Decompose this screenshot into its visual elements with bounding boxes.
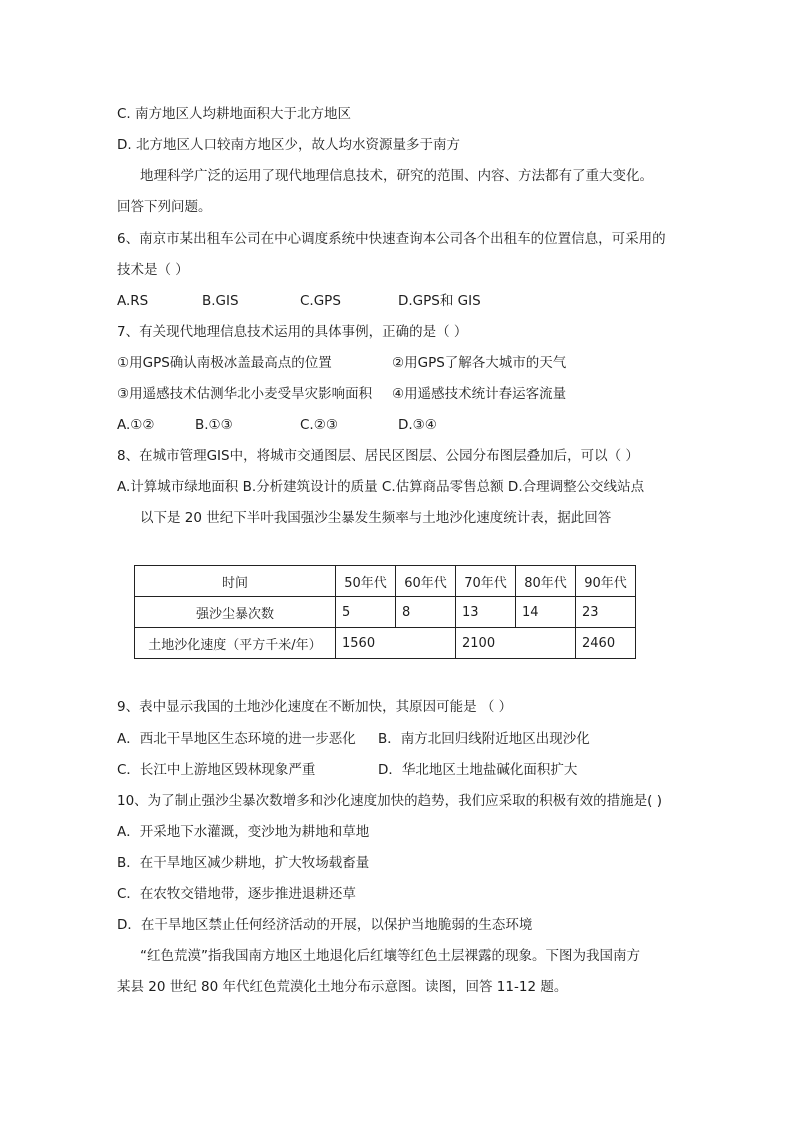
intro-paragraph-2: 以下是 20 世纪下半叶我国强沙尘暴发生频率与土地沙化速度统计表，据此回答 [140, 510, 612, 526]
table-row [135, 628, 636, 659]
row-label: 土地沙化速度（平方千米/年） [135, 628, 336, 659]
q10-option-d: D．在干旱地区禁止任何经济活动的开展，以保护当地脆弱的生态环境 [117, 917, 533, 933]
table-row [135, 597, 636, 628]
table-cell: 8 [396, 597, 456, 628]
intro-paragraph-1-cont: 回答下列问题。 [117, 199, 212, 215]
sandstorm-table [134, 565, 636, 659]
row-label: 强沙尘暴次数 [135, 597, 336, 628]
q6-option-c: C.GPS [300, 293, 341, 309]
q7-statement-3: ③用遥感技术估测华北小麦受旱灾影响面积 [117, 386, 373, 402]
q10-option-c: C．在农牧交错地带，逐步推进退耕还草 [117, 886, 356, 902]
q6-option-d: D.GPS和 GIS [398, 293, 481, 309]
option-c-line: C. 南方地区人均耕地面积大于北方地区 [117, 106, 352, 122]
question-6: 6、南京市某出租车公司在中心调度系统中快速查询本公司各个出租车的位置信息，可采用的 [117, 231, 666, 247]
table-cell: 2460 [576, 628, 636, 659]
table-header-cell: 70年代 [456, 566, 516, 597]
intro-paragraph-3-cont: 某县 20 世纪 80 年代红色荒漠化土地分布示意图。读图，回答 11-12 题。 [117, 979, 568, 995]
table-header-cell: 50年代 [336, 566, 396, 597]
q6-option-a: A.RS [117, 293, 149, 309]
intro-paragraph-3: “红色荒漠”指我国南方地区土地退化后红壤等红色土层裸露的现象。下图为我国南方 [140, 948, 640, 964]
table-header-cell: 90年代 [576, 566, 636, 597]
q7-statement-4: ④用遥感技术统计春运客流量 [392, 386, 567, 402]
question-6-cont: 技术是（ ） [117, 262, 189, 278]
q7-statement-2: ②用GPS了解各大城市的天气 [392, 355, 567, 371]
table-cell: 1560 [336, 628, 456, 659]
q7-option-b: B.①③ [195, 417, 233, 433]
q10-option-a: A．开采地下水灌溉，变沙地为耕地和草地 [117, 824, 370, 840]
q8-options: A.计算城市绿地面积 B.分析建筑设计的质量 C.估算商品零售总额 D.合理调整公交线站点 [117, 479, 645, 495]
table-header-cell: 时间 [135, 566, 336, 597]
intro-paragraph-1: 地理科学广泛的运用了现代地理信息技术，研究的范围、内容、方法都有了重大变化。 [140, 168, 653, 184]
q9-option-a: A．西北干旱地区生态环境的进一步恶化 [117, 731, 356, 747]
q7-statement-1: ①用GPS确认南极冰盖最高点的位置 [117, 355, 332, 371]
table-cell: 5 [336, 597, 396, 628]
q7-option-c: C.②③ [300, 417, 338, 433]
table-cell: 23 [576, 597, 636, 628]
question-9: 9、表中显示我国的土地沙化速度在不断加快，其原因可能是 （ ） [117, 699, 513, 715]
q6-option-b: B.GIS [202, 293, 239, 309]
q9-option-d: D．华北地区土地盐碱化面积扩大 [378, 762, 578, 778]
question-8: 8、在城市管理GIS中，将城市交通图层、居民区图层、公园分布图层叠加后，可以（ ） [117, 448, 639, 464]
table-header-cell: 80年代 [516, 566, 576, 597]
table-header-cell: 60年代 [396, 566, 456, 597]
q9-option-c: C．长江中上游地区毁林现象严重 [117, 762, 316, 778]
q10-option-b: B．在干旱地区减少耕地，扩大牧场载畜量 [117, 855, 370, 871]
q7-option-a: A.①② [117, 417, 155, 433]
table-cell: 13 [456, 597, 516, 628]
q7-option-d: D.③④ [398, 417, 437, 433]
table-cell: 2100 [456, 628, 576, 659]
option-d-line: D. 北方地区人口较南方地区少，故人均水资源量多于南方 [117, 137, 460, 153]
q9-option-b: B．南方北回归线附近地区出现沙化 [378, 731, 590, 747]
question-10: 10、为了制止强沙尘暴次数增多和沙化速度加快的趋势，我们应采取的积极有效的措施是( ) [117, 793, 663, 809]
table-cell: 14 [516, 597, 576, 628]
table-header-row [135, 566, 636, 597]
question-7: 7、有关现代地理信息技术运用的具体事例，正确的是（ ） [117, 324, 468, 340]
